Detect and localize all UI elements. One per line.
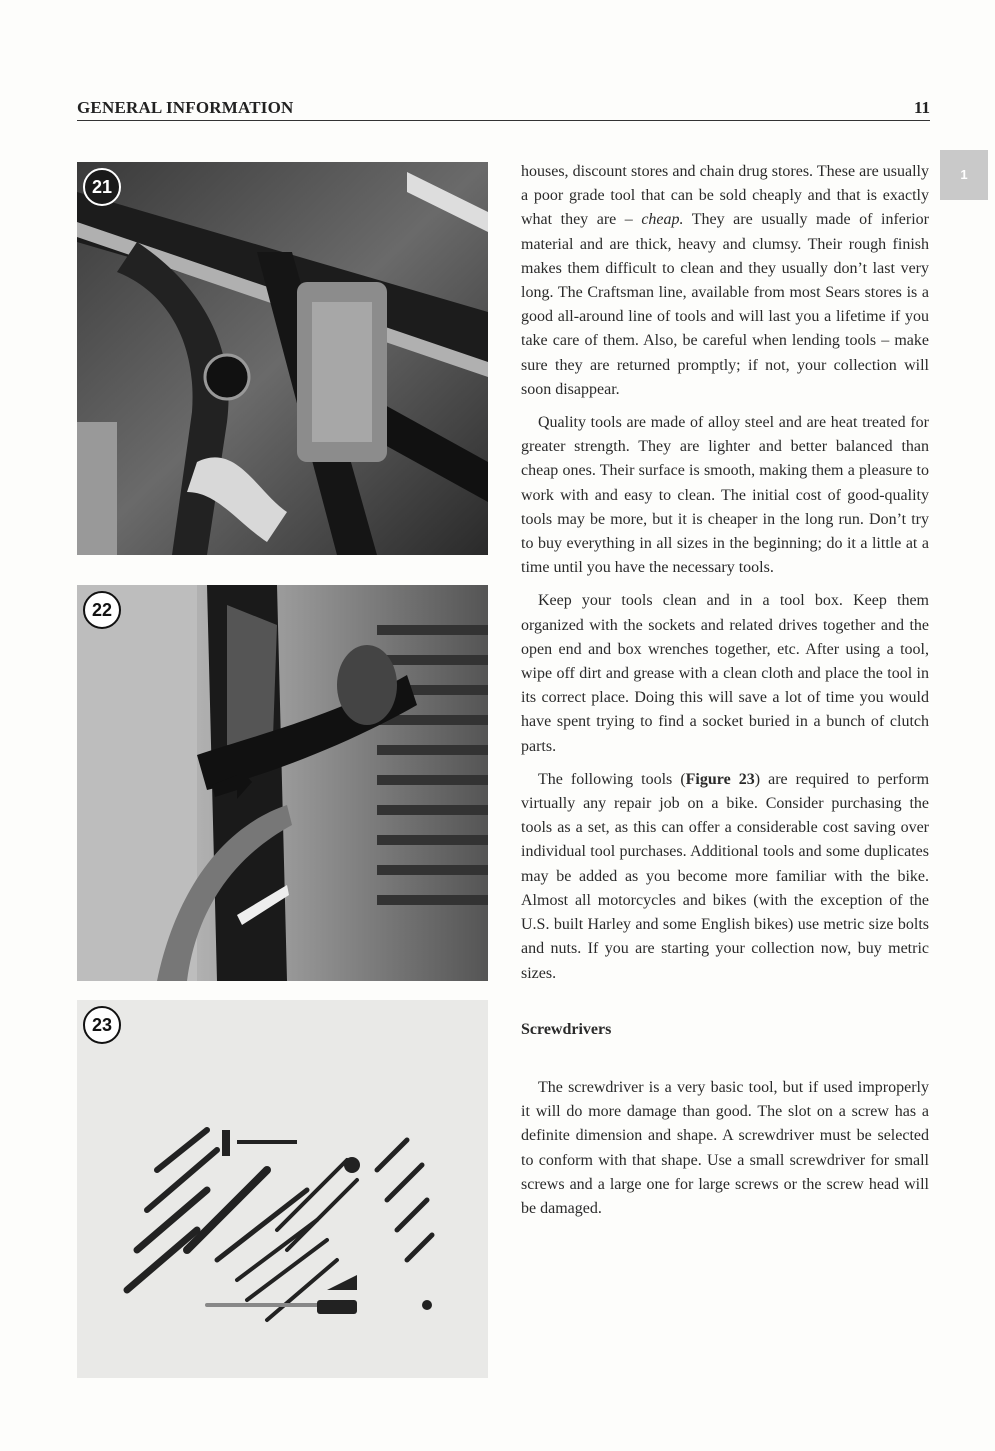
paragraph-4-text: The following tools (: [538, 770, 686, 788]
paragraph-4: [521, 768, 929, 986]
figure-21-label: 21: [83, 168, 121, 206]
paragraph-2: Quality tools are made of alloy steel and are heat treated for greater strength. They are lighter and better balanced than cheap ones. Their surface is smooth, making them a pleasure to work with and easy to clean. The initial cost of good-quality tools may be more, but it is cheaper in the long run. Don’t try to buy everything in all sizes in the beginning; do it a little at a time until you have the necessary tools.: [521, 414, 929, 577]
running-header: [77, 96, 930, 121]
figure-21-image: [77, 162, 488, 555]
figure-22-image: [77, 585, 488, 981]
figure-22-photo: [77, 585, 488, 981]
figure-23-image: [77, 1000, 488, 1378]
figure-23-photo: [77, 1000, 488, 1378]
paragraph-3: Keep your tools clean and in a tool box. Keep them organized with the sockets and related drives together and the open end and box wrenches together, etc. After using a tool, wipe off dirt and grease with a clean cloth and place the tool in its correct place. Doing this will save a lot of time you would have spent trying to find a socket buried in a bunch of clutch parts.: [521, 592, 929, 755]
paragraph-5: The screwdriver is a very basic tool, but if used improperly it will do more damage than good. The slot on a screw has a definite dimension and shape. A screwdriver must be selected to conform with that shape. Use a small screwdriver for small screws and a large one for large screws or the screw head will be damaged.: [521, 1078, 929, 1217]
section-heading-screwdrivers: Screwdrivers: [521, 1020, 612, 1038]
figure-reference: Figure 23: [685, 770, 755, 788]
body-text: [521, 160, 929, 1230]
figure-22-label: 22: [83, 591, 121, 629]
paragraph-1: [521, 160, 929, 402]
figure-21-photo: [77, 162, 488, 555]
emphasis-cheap: cheap.: [641, 211, 684, 229]
paragraph-1-text-cont: They are usually made of inferior material and are thick, heavy and clumsy. Their rough finish makes them difficult to clean and they usually don’t last very long. The Craftsman line, available from most Sears stores is a good all-around line of tools and will last you a lifetime if you take care of them. Also, be careful when lending tools – make sure they are returned promptly; if not, your collection will soon disappear.: [521, 211, 929, 398]
page-number: 11: [913, 98, 930, 117]
paragraph-4-text-cont: ) are required to perform virtually any repair job on a bike. Consider purchasing the tools as a set, as this can offer a considerable cost saving over individual tool purchases. Additional tools and some duplicates may be added as you become more familiar with the bike. Almost all motorcycles and bikes (with the exception of the U.S. built Harley and some English bikes) use metric size bolts and nuts. If you are starting your collection now, buy metric sizes.: [521, 770, 930, 982]
paragraph-1-text: houses, discount stores and chain drug stores. These are usually a poor grade tool that can be sold cheaply and that is exactly what they are –: [521, 163, 929, 229]
section-title: GENERAL INFORMATION: [77, 98, 294, 117]
figure-23-label: 23: [83, 1006, 121, 1044]
chapter-tab: 1: [940, 150, 988, 200]
